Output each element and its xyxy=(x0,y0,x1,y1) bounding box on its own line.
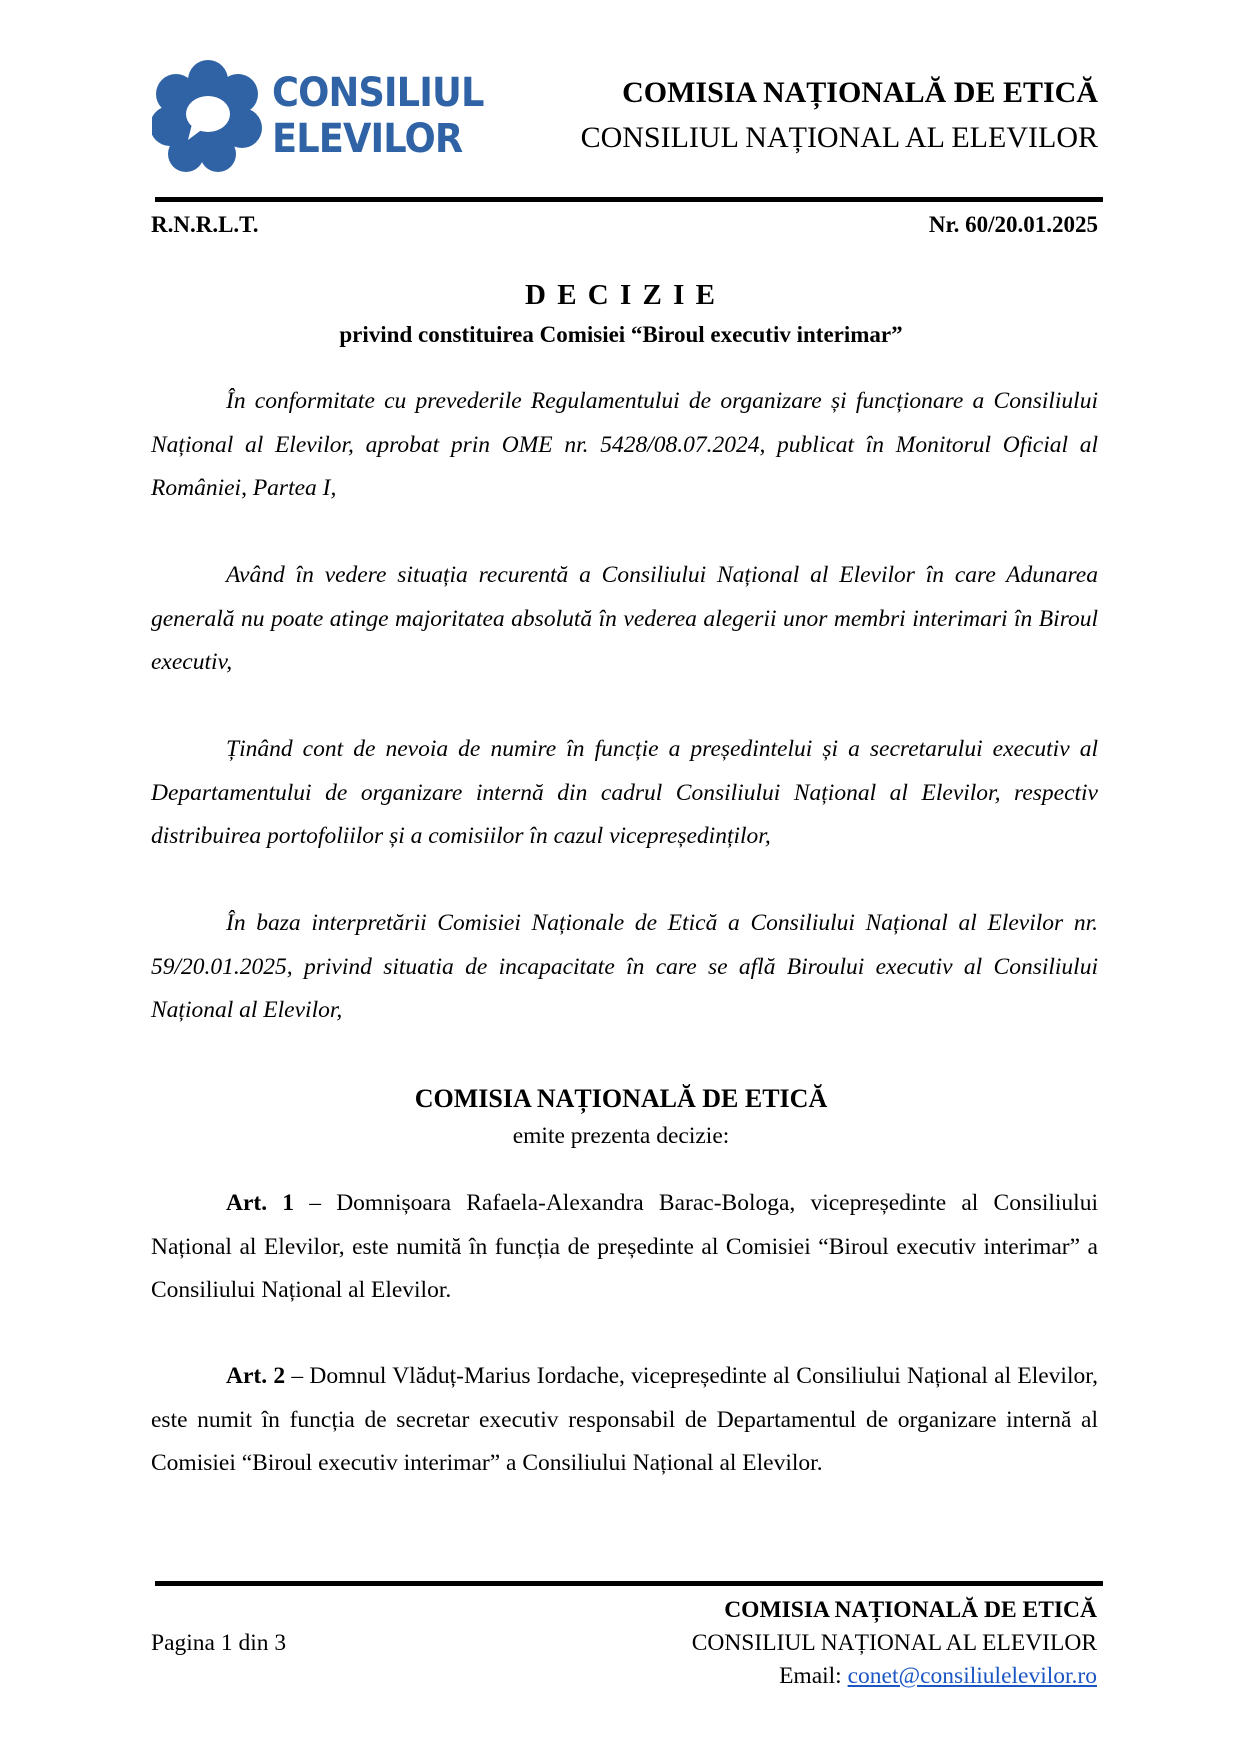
preamble-paragraph: Ținând cont de nevoia de numire în funcție a președintelui și a secretarului executiv al Departamentului de organizare internă din cadrul Consiliului Național al Elevilor, respectiv distribuirea portofoliilor și a comisiilor în cazul vicepreședinților, xyxy=(151,736,1098,849)
footer-divider xyxy=(155,1581,1103,1586)
email-link[interactable]: conet@consiliulelevilor.ro xyxy=(847,1663,1097,1689)
logo-line-2: ELEVILOR xyxy=(272,116,463,162)
footer-subtitle: CONSILIUL NAȚIONAL AL ELEVILOR xyxy=(691,1630,1097,1656)
header-divider xyxy=(155,197,1103,202)
header-subtitle: CONSILIUL NAȚIONAL AL ELEVILOR xyxy=(580,121,1098,154)
article-2 xyxy=(151,1355,1098,1486)
article-text: – Domnul Vlăduț-Marius Iordache, vicepreședinte al Consiliului Național al Elevilor, este numit în funcția de secretar executiv responsabil de Departamentul de organizare internă al Comisiei “Biroul executiv interimar” a Consiliului Național al Elevilor. xyxy=(151,1363,1098,1476)
preamble-paragraph: Având în vedere situația recurentă a Consiliului Național al Elevilor în care Adunarea generală nu poate atinge majoritatea absolută în vederea alegerii unor membri interimari în Biroul executiv, xyxy=(151,562,1098,675)
footer-title: COMISIA NAȚIONALĂ DE ETICĂ xyxy=(724,1597,1097,1623)
article-label: Art. 2 xyxy=(226,1363,286,1389)
footer-email xyxy=(779,1663,1097,1690)
consiliul-elevilor-logo xyxy=(152,60,492,172)
article-text: – Domnișoara Rafaela-Alexandra Barac-Bologa, vicepreședinte al Consiliului Național al Elevilor, este numită în funcția de președinte al Comisiei “Biroul executiv interimar” a Consiliului Național al Elevilor. xyxy=(151,1190,1098,1303)
decision-subtitle: privind constituirea Comisiei “Biroul executiv interimar” xyxy=(339,322,903,347)
header-title: COMISIA NAȚIONALĂ DE ETICĂ xyxy=(622,76,1098,109)
preamble-paragraph: În conformitate cu prevederile Regulamentului de organizare și funcționare a Consiliului Național al Elevilor, aprobat prin OME nr. 5428/08.07.2024, publicat în Monitorul Oficial al României, Partea I, xyxy=(151,388,1098,501)
email-label: Email: xyxy=(779,1663,848,1689)
article-1 xyxy=(151,1182,1098,1313)
preamble-paragraph: În baza interpretării Comisiei Naționale de Etică a Consiliului Național al Elevilor nr. 59/20.01.2025, privind situatia de incapacitate în care se află Biroului executiv al Consiliului Național al Elevilor, xyxy=(151,910,1098,1023)
issuer-line: emite prezenta decizie: xyxy=(512,1123,730,1149)
decision-title: D E C I Z I E xyxy=(525,279,717,311)
flower-speech-bubble-icon xyxy=(152,60,264,172)
registry-label: R.N.R.L.T. xyxy=(151,212,259,237)
page-number: Pagina 1 din 3 xyxy=(151,1630,287,1656)
article-label: Art. 1 xyxy=(226,1190,295,1216)
logo-line-1: CONSILIUL xyxy=(272,70,484,116)
decision-number: Nr. 60/20.01.2025 xyxy=(928,212,1098,237)
issuer-heading: COMISIA NAȚIONALĂ DE ETICĂ xyxy=(414,1084,828,1113)
